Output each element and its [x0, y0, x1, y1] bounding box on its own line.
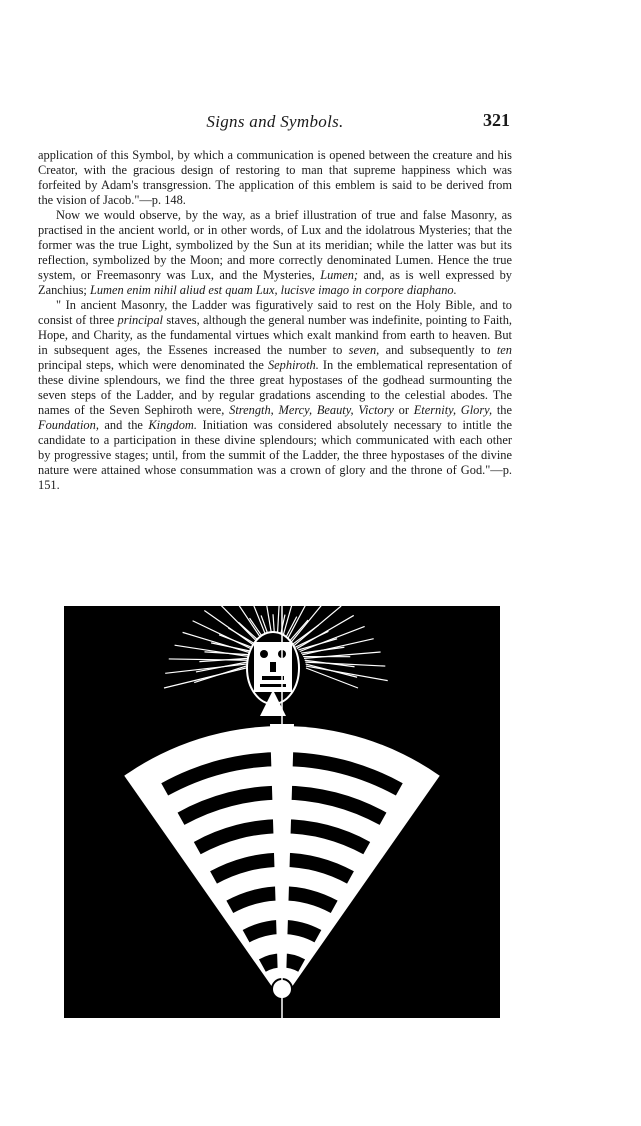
paragraph-3: " In ancient Masonry, the Ladder was figuratively said to rest on the Holy Bible, and to consist of three principal staves, although the general number was indefinite, pointing to Faith, Hope, and Charity, as the fundamental virtues which exalt mankind from earth to heaven. But in subsequent ages, the Essenes increased the number to seven, and subsequently to ten principal steps, which were denominated the Sephiroth. In the emblematical representation of these divine splendours, we find the three great hypostases of the godhead surmounting the seven steps of the Ladder, and by regular gradations ascending to the celestial abodes. The names of the Seven Sephiroth were, Strength, Mercy, Beauty, Victory or Eternity, Glory, the Foundation, and the Kingdom. Initiation was considered absolutely necessary to intitle the candidate to a participation in these divine splendours; which communicated with each other by progressive stages; until, from the summit of the Ladder, the three hypostases of the divine nature were attained whose consummation was a crown of glory and the throne of God."—p. 151. [38, 298, 512, 492]
running-title: Signs and Symbols. [206, 112, 344, 131]
ladder-engraving [64, 606, 500, 1018]
mouth-icon [262, 676, 284, 680]
page-header [38, 112, 512, 138]
page-number: 321 [483, 110, 510, 130]
nose-icon [270, 662, 276, 672]
left-eye-icon [260, 650, 268, 658]
body-text [38, 148, 512, 493]
paragraph-2: Now we would observe, by the way, as a brief illustration of true and false Masonry, as practised in the ancient world, or in other words, of Lux and the idolatrous Mysteries; that the former was the true Light, symbolized by the Sun at its meridian; while the latter was but its reflection, symbolized by the Moon; and more correctly denominated Lumen. Hence the true system, or Freemasonry was Lux, and the Mysteries, Lumen; and, as is well expressed by Zanchius; Lumen enim nihil aliud est quam Lux, lucisve imago in corpore diaphano. [38, 208, 512, 297]
sephiroth-ladder-illustration [64, 606, 500, 1018]
paragraph-1: application of this Symbol, by which a communication is opened between the creature and his Creator, with the gracious design of restoring to man that supreme happiness which was forfeited by Adam's transgression. The application of this emblem is said to be derived from the vision of Jacob."—p. 148. [38, 148, 512, 207]
